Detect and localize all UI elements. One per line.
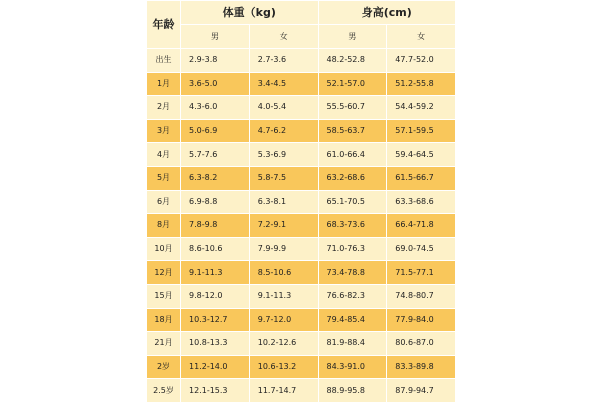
height-female-cell: 63.3-68.6 [387, 190, 456, 214]
table-row [147, 332, 456, 356]
height-female-cell: 83.3-89.8 [387, 355, 456, 379]
age-cell: 3月 [147, 119, 181, 143]
height-male-cell: 52.1-57.0 [318, 72, 387, 96]
weight-female-cell: 6.3-8.1 [249, 190, 318, 214]
weight-female-cell: 2.7-3.6 [249, 49, 318, 73]
age-cell: 15月 [147, 284, 181, 308]
height-male-cell: 76.6-82.3 [318, 284, 387, 308]
height-male-cell: 63.2-68.6 [318, 166, 387, 190]
weight-male-cell: 5.7-7.6 [181, 143, 250, 167]
age-cell: 2岁 [147, 355, 181, 379]
table-row [147, 355, 456, 379]
height-female-cell: 47.7-52.0 [387, 49, 456, 73]
age-cell: 出生 [147, 49, 181, 73]
weight-female-cell: 5.3-6.9 [249, 143, 318, 167]
height-female-cell: 74.8-80.7 [387, 284, 456, 308]
table-row [147, 261, 456, 285]
height-column-header: 身高(cm) [318, 1, 456, 25]
table-row [147, 214, 456, 238]
weight-female-cell: 9.1-11.3 [249, 284, 318, 308]
weight-male-cell: 7.8-9.8 [181, 214, 250, 238]
weight-female-cell: 4.0-5.4 [249, 96, 318, 120]
table-row [147, 190, 456, 214]
weight-male-cell: 8.6-10.6 [181, 237, 250, 261]
table-row [147, 143, 456, 167]
weight-male-cell: 12.1-15.3 [181, 379, 250, 403]
growth-table-container [146, 0, 455, 400]
height-female-cell: 59.4-64.5 [387, 143, 456, 167]
growth-standards-table [146, 0, 456, 403]
height-female-header: 女 [387, 25, 456, 49]
height-male-cell: 48.2-52.8 [318, 49, 387, 73]
age-cell: 5月 [147, 166, 181, 190]
weight-column-header: 体重（kg) [181, 1, 319, 25]
weight-female-cell: 7.2-9.1 [249, 214, 318, 238]
height-female-cell: 66.4-71.8 [387, 214, 456, 238]
weight-male-cell: 3.6-5.0 [181, 72, 250, 96]
age-cell: 18月 [147, 308, 181, 332]
height-male-cell: 88.9-95.8 [318, 379, 387, 403]
table-row [147, 166, 456, 190]
table-row [147, 284, 456, 308]
weight-male-cell: 9.8-12.0 [181, 284, 250, 308]
weight-female-cell: 10.6-13.2 [249, 355, 318, 379]
height-female-cell: 80.6-87.0 [387, 332, 456, 356]
weight-male-cell: 10.3-12.7 [181, 308, 250, 332]
weight-female-cell: 4.7-6.2 [249, 119, 318, 143]
weight-male-cell: 10.8-13.3 [181, 332, 250, 356]
weight-female-cell: 9.7-12.0 [249, 308, 318, 332]
height-male-cell: 81.9-88.4 [318, 332, 387, 356]
header-row-main [147, 1, 456, 25]
height-female-cell: 51.2-55.8 [387, 72, 456, 96]
weight-female-cell: 8.5-10.6 [249, 261, 318, 285]
weight-male-cell: 9.1-11.3 [181, 261, 250, 285]
table-body [147, 49, 456, 403]
weight-male-cell: 2.9-3.8 [181, 49, 250, 73]
height-male-cell: 65.1-70.5 [318, 190, 387, 214]
table-row [147, 237, 456, 261]
height-female-cell: 54.4-59.2 [387, 96, 456, 120]
age-cell: 2月 [147, 96, 181, 120]
age-cell: 8月 [147, 214, 181, 238]
height-male-header: 男 [318, 25, 387, 49]
height-male-cell: 73.4-78.8 [318, 261, 387, 285]
weight-female-header: 女 [249, 25, 318, 49]
table-row [147, 96, 456, 120]
table-row [147, 379, 456, 403]
table-row [147, 72, 456, 96]
height-male-cell: 61.0-66.4 [318, 143, 387, 167]
table-row [147, 119, 456, 143]
weight-male-cell: 6.9-8.8 [181, 190, 250, 214]
height-female-cell: 77.9-84.0 [387, 308, 456, 332]
height-male-cell: 55.5-60.7 [318, 96, 387, 120]
height-female-cell: 71.5-77.1 [387, 261, 456, 285]
weight-male-cell: 6.3-8.2 [181, 166, 250, 190]
weight-male-cell: 11.2-14.0 [181, 355, 250, 379]
height-male-cell: 58.5-63.7 [318, 119, 387, 143]
age-cell: 4月 [147, 143, 181, 167]
weight-female-cell: 10.2-12.6 [249, 332, 318, 356]
header-row-sex [147, 25, 456, 49]
age-cell: 6月 [147, 190, 181, 214]
age-cell: 12月 [147, 261, 181, 285]
height-female-cell: 69.0-74.5 [387, 237, 456, 261]
height-female-cell: 61.5-66.7 [387, 166, 456, 190]
height-female-cell: 87.9-94.7 [387, 379, 456, 403]
height-male-cell: 79.4-85.4 [318, 308, 387, 332]
height-male-cell: 68.3-73.6 [318, 214, 387, 238]
weight-female-cell: 11.7-14.7 [249, 379, 318, 403]
age-cell: 10月 [147, 237, 181, 261]
table-row [147, 49, 456, 73]
height-male-cell: 71.0-76.3 [318, 237, 387, 261]
weight-female-cell: 7.9-9.9 [249, 237, 318, 261]
weight-female-cell: 3.4-4.5 [249, 72, 318, 96]
age-cell: 21月 [147, 332, 181, 356]
weight-male-cell: 5.0-6.9 [181, 119, 250, 143]
weight-female-cell: 5.8-7.5 [249, 166, 318, 190]
height-male-cell: 84.3-91.0 [318, 355, 387, 379]
weight-male-header: 男 [181, 25, 250, 49]
weight-male-cell: 4.3-6.0 [181, 96, 250, 120]
age-column-header: 年龄 [147, 1, 181, 49]
table-row [147, 308, 456, 332]
height-female-cell: 57.1-59.5 [387, 119, 456, 143]
age-cell: 1月 [147, 72, 181, 96]
age-cell: 2.5岁 [147, 379, 181, 403]
